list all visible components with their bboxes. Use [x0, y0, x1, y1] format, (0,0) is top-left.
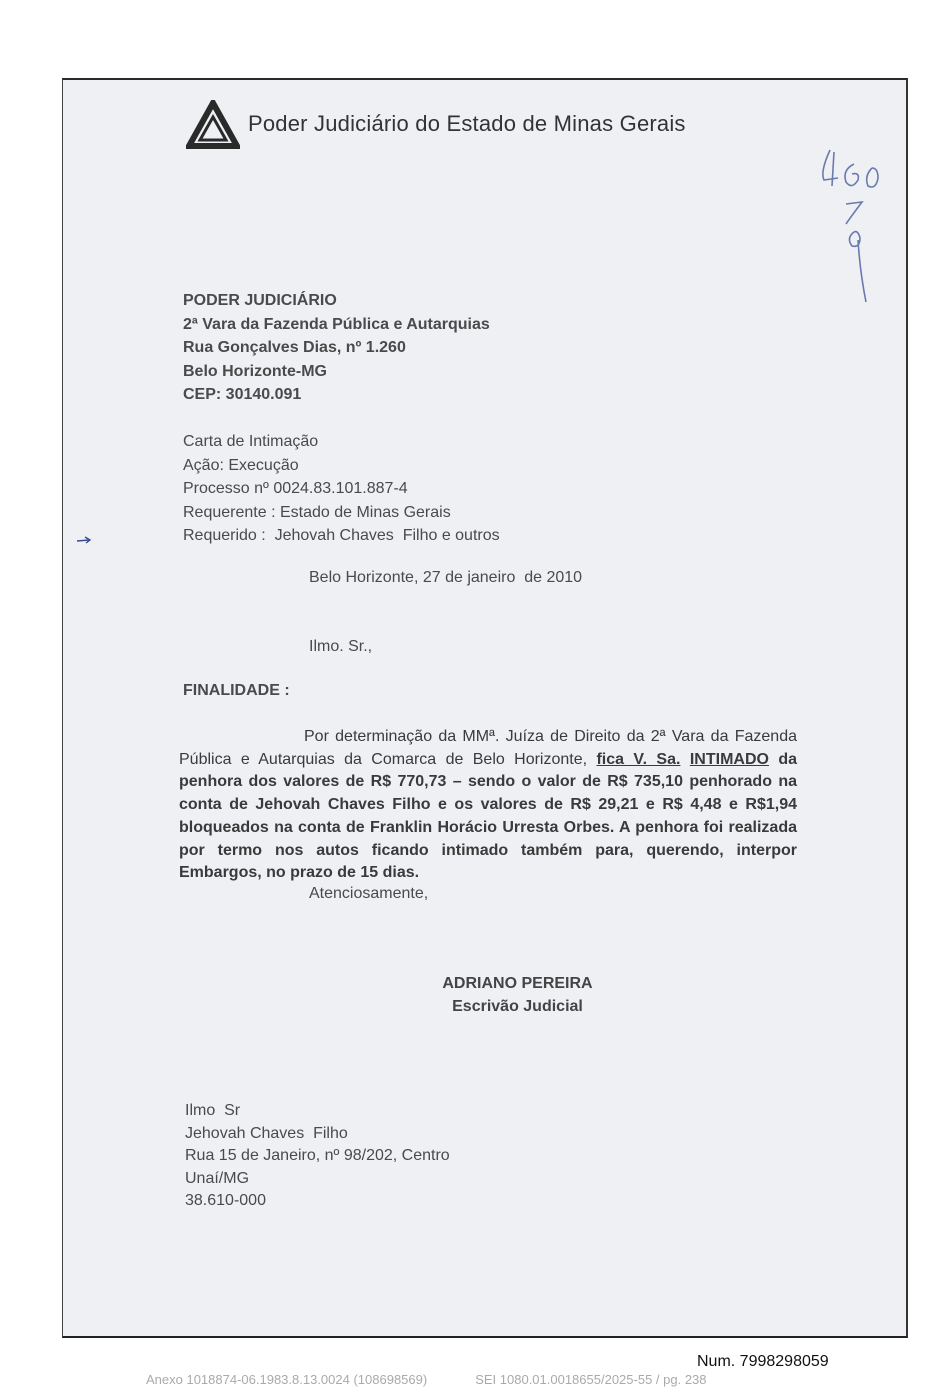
margin-mark-icon [76, 535, 92, 545]
letter-date: Belo Horizonte, 27 de janeiro de 2010 [309, 569, 583, 586]
handwritten-page-number [810, 142, 900, 312]
header-title: Poder Judiciário do Estado de Minas Gerais [248, 111, 686, 136]
body-part-2: da penhora dos valores de R$ 770,73 – sendo o valor de R$ 735,10 penhorado na conta de Jehovah Chaves Filho e os valores de R$ 29,21 e R$ 4,48 e R$1,94 bloqueados na conta de Franklin Horácio Urresta Orbes. A penhora foi realizada por termo nos autos ficando intimado também para, querendo, interpor Embargos, no prazo de 15 dias. [179, 750, 798, 882]
sender-line: CEP: 30140.091 [183, 386, 302, 404]
recipient-line: Jehovah Chaves Filho [185, 1124, 348, 1142]
meta-line: Processo nº 0024.83.101.887-4 [183, 480, 408, 498]
signature-block [395, 972, 640, 1018]
case-metadata [183, 430, 500, 548]
body-part-1: Por determinação da MMª. Juíza de Direito da 2ª Vara da Fazenda Pública e Autarquias da Comarca de Belo Horizonte, [179, 728, 797, 768]
sender-line: Rua Gonçalves Dias, nº 1.260 [183, 339, 406, 357]
footer-annex: Anexo 1018874-06.1983.8.13.0024 (108698569) [146, 1372, 428, 1387]
meta-line: Requerente : Estado de Minas Gerais [183, 503, 451, 521]
closing: Atenciosamente, [309, 885, 429, 902]
sender-line: 2ª Vara da Fazenda Pública e Autarquias [183, 315, 490, 333]
meta-line: Requerido : Jehovah Chaves Filho e outros [183, 527, 500, 545]
signer-name: ADRIANO PEREIRA [442, 975, 593, 992]
greeting: Ilmo. Sr., [309, 638, 373, 655]
body-underlined-1: fica V. Sa. [596, 750, 681, 768]
recipient-address [185, 1100, 450, 1213]
recipient-line: 38.610-000 [185, 1192, 266, 1209]
meta-line: Carta de Intimação [183, 433, 319, 450]
meta-line: Ação: Execução [183, 456, 299, 474]
sender-line: PODER JUDICIÁRIO [183, 292, 337, 309]
sender-address [183, 289, 490, 407]
body-underlined-2: INTIMADO [689, 750, 769, 768]
footer-sei: SEI 1080.01.0018655/2025-55 / pg. 238 [475, 1372, 707, 1387]
triangle-logo-icon [186, 100, 240, 150]
footer [146, 1372, 707, 1387]
recipient-line: Unaí/MG [185, 1169, 250, 1187]
letter-body [179, 726, 797, 885]
signer-role: Escrivão Judicial [452, 998, 583, 1015]
recipient-line: Ilmo Sr [185, 1102, 241, 1119]
document-number: Num. 7998298059 [697, 1353, 829, 1370]
recipient-line: Rua 15 de Janeiro, nº 98/202, Centro [185, 1147, 450, 1164]
finalidade-label: FINALIDADE : [183, 682, 290, 699]
sender-line: Belo Horizonte-MG [183, 362, 327, 380]
